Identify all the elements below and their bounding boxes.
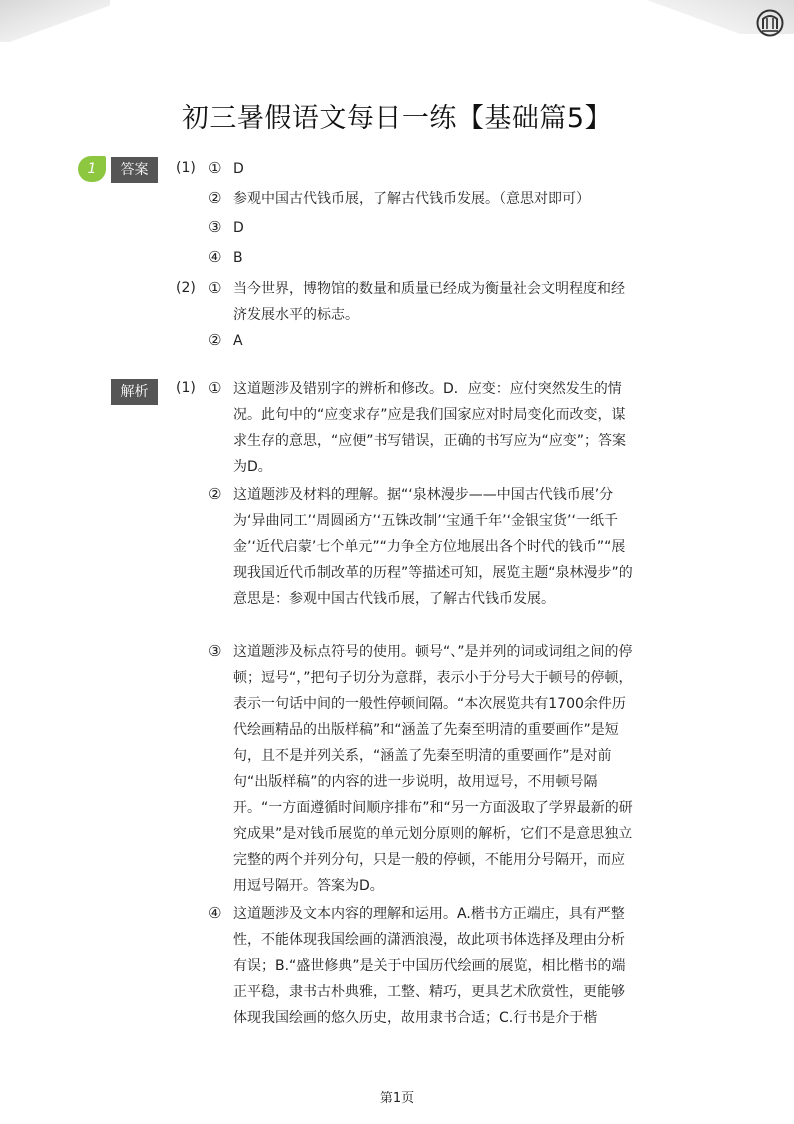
answer-circle-number: ④	[208, 248, 222, 266]
answer-text: B	[233, 250, 243, 266]
answer-text: 参观中国古代钱币展，了解古代钱币发展。（意思对即可）	[233, 191, 590, 207]
answer-circle-number: ①	[208, 279, 222, 297]
answer-text: D	[233, 220, 244, 236]
answer-text: 当今世界，博物馆的数量和质量已经成为衡量社会文明程度和经济发展水平的标志。	[233, 281, 625, 323]
page-title: 初三暑假语文每日一练【基础篇5】	[181, 103, 613, 134]
answer-circle-number: ③	[208, 218, 222, 236]
question-number-badge: 1	[78, 156, 106, 182]
answer-label: 答案	[111, 157, 158, 183]
answer-part-number: (2)	[176, 280, 196, 296]
page-number: 第1页	[379, 1091, 415, 1106]
analysis-text: 这道题涉及文本内容的理解和运用。A.楷书方正端庄，具有严整性，不能体现我国绘画的潇洒浪漫，故此项书体选择及理由分析有误；B.“盛世修典”是关于中国历代绘画的展览，相比楷书的端正平稳，隶书古朴典雅，工整、精巧，更具艺术欣赏性，更能够体现我国绘画的悠久历史，故用隶书合适；C.行书是介于楷	[233, 906, 626, 1026]
analysis-part-number: (1)	[176, 380, 196, 396]
answer-part-number: (1)	[176, 160, 196, 176]
analysis-text: 这道题涉及错别字的辨析和修改。D．应变：应付突然发生的情况。此句中的“应变求存”应是我们国家应对时局变化而改变，谋求生存的意思，“应便”书写错误，正确的书写应为“应变”；答案为D。	[233, 381, 627, 475]
corner-decoration-left	[0, 0, 110, 42]
answer-circle-number: ①	[208, 159, 222, 177]
analysis-circle-number: ④	[208, 904, 222, 922]
answer-circle-number: ②	[208, 331, 222, 349]
analysis-label: 解析	[111, 379, 158, 405]
analysis-circle-number: ③	[208, 642, 222, 660]
answer-circle-number: ②	[208, 189, 222, 207]
analysis-text: 这道题涉及标点符号的使用。顿号“、”是并列的词或词组之间的停顿；逗号“，”把句子切分为意群，表示小于分号大于顿号的停顿，表示一句话中间的一般性停顿间隔。“本次展览共有1700余件历代绘画精品的出版样稿”和“涵盖了先秦至明清的重要画作”是短句，且不是并列关系，“涵盖了先秦至明清的重要画作”是对前句“出版样稿”的内容的进一步说明，故用逗号，不用顿号隔开。“一方面遵循时间顺序排布”和“另一方面汲取了学界最新的研究成果”是对钱币展览的单元划分原则的解析，它们不是意思独立完整的两个并列分句，只是一般的停顿，不能用分号隔开，而应用逗号隔开。答案为D。	[233, 644, 633, 894]
answer-text: A	[233, 333, 243, 349]
analysis-circle-number: ②	[208, 485, 222, 503]
analysis-circle-number: ①	[208, 379, 222, 397]
analysis-text: 这道题涉及材料的理解。据“‘泉林漫步——中国古代钱币展’分为‘异曲同工’‘周圆函方’‘五铢改制’‘宝通千年’‘金银宝货’‘一纸千金’‘近代启蒙’七个单元”“力争全方位地展出各个时代的钱币”“展现我国近代币制改革的历程”等描述可知，展览主题“泉林漫步”的意思是：参观中国古代钱币展，了解古代钱币发展。	[233, 487, 633, 607]
publisher-logo-icon	[755, 8, 785, 38]
answer-text: D	[233, 161, 244, 177]
